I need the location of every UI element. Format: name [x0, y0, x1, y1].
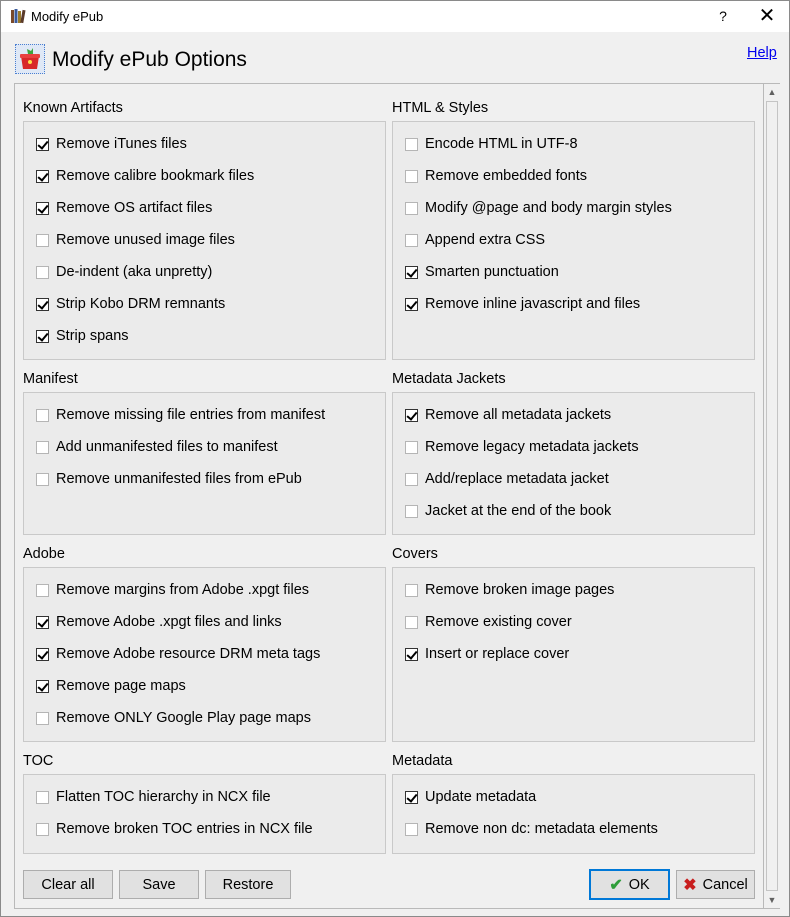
vertical-scrollbar[interactable]	[764, 83, 780, 909]
checkbox-label: Remove existing cover	[425, 614, 572, 630]
checkbox-unchecked[interactable]	[405, 234, 418, 247]
known-artifacts-option-5[interactable]	[36, 296, 225, 312]
checkbox-unchecked[interactable]	[36, 441, 49, 454]
checkbox-label: Modify @page and body margin styles	[425, 200, 672, 216]
manifest-option-0[interactable]	[36, 407, 325, 423]
metadata-jackets-title: Metadata Jackets	[392, 371, 506, 387]
known-artifacts-option-1[interactable]	[36, 168, 254, 184]
checkbox-checked[interactable]	[36, 648, 49, 661]
covers-option-0[interactable]	[405, 582, 614, 598]
metadata-group	[392, 774, 755, 854]
checkbox-checked[interactable]	[405, 266, 418, 279]
ok-label: OK	[628, 876, 650, 893]
adobe-option-1[interactable]	[36, 614, 282, 630]
metadata-title: Metadata	[392, 753, 453, 769]
metadata-jackets-option-1[interactable]	[405, 439, 639, 455]
metadata-jackets-option-3[interactable]	[405, 503, 611, 519]
save-label: Save	[142, 876, 176, 893]
checkbox-label: Update metadata	[425, 789, 537, 805]
close-button[interactable]: ✕	[758, 5, 776, 27]
restore-label: Restore	[222, 876, 274, 893]
metadata-option-0[interactable]	[405, 789, 536, 805]
checkbox-label: Remove margins from Adobe .xpgt files	[56, 582, 310, 598]
checkbox-label: Remove all metadata jackets	[425, 407, 612, 423]
known-artifacts-option-6[interactable]	[36, 328, 129, 344]
checkbox-label: Remove non dc: metadata elements	[425, 821, 658, 837]
cancel-x-icon: ✖	[683, 876, 697, 894]
checkbox-label: Remove legacy metadata jackets	[425, 439, 639, 455]
ok-button[interactable]	[589, 869, 670, 900]
toc-title: TOC	[23, 753, 54, 769]
checkbox-label: Encode HTML in UTF-8	[425, 136, 578, 152]
checkbox-label: Add unmanifested files to manifest	[56, 439, 278, 455]
checkbox-label: Jacket at the end of the book	[425, 503, 612, 519]
checkbox-unchecked[interactable]	[405, 170, 418, 183]
metadata-jackets-option-2[interactable]	[405, 471, 609, 487]
modify-epub-icon	[15, 44, 45, 74]
checkbox-unchecked[interactable]	[36, 409, 49, 422]
save-button[interactable]	[119, 870, 199, 899]
html-styles-option-1[interactable]	[405, 168, 587, 184]
checkbox-unchecked[interactable]	[405, 138, 418, 151]
adobe-option-3[interactable]	[36, 678, 186, 694]
manifest-option-2[interactable]	[36, 471, 302, 487]
checkbox-checked[interactable]	[405, 409, 418, 422]
known-artifacts-title: Known Artifacts	[23, 100, 123, 116]
adobe-option-4[interactable]	[36, 710, 311, 726]
html-styles-option-4[interactable]	[405, 264, 559, 280]
checkbox-checked[interactable]	[36, 202, 49, 215]
html-styles-option-0[interactable]	[405, 136, 578, 152]
checkbox-unchecked[interactable]	[405, 202, 418, 215]
checkbox-checked[interactable]	[36, 170, 49, 183]
checkbox-label: Remove Adobe .xpgt files and links	[56, 614, 282, 630]
html-styles-option-3[interactable]	[405, 232, 545, 248]
adobe-title: Adobe	[23, 546, 65, 562]
checkbox-label: Add/replace metadata jacket	[425, 471, 609, 487]
checkbox-label: Append extra CSS	[425, 232, 546, 248]
checkbox-label: Remove inline javascript and files	[425, 296, 641, 312]
covers-option-2[interactable]	[405, 646, 569, 662]
checkbox-label: Remove iTunes files	[56, 136, 187, 152]
toc-group	[23, 774, 386, 854]
checkbox-checked[interactable]	[36, 616, 49, 629]
metadata-option-1[interactable]	[405, 821, 658, 837]
window-title: Modify ePub	[31, 9, 104, 24]
checkbox-checked[interactable]	[36, 138, 49, 151]
checkbox-unchecked[interactable]	[405, 823, 418, 836]
scroll-up-arrow-icon[interactable]: ▲	[767, 87, 777, 97]
checkbox-label: Remove broken TOC entries in NCX file	[56, 821, 313, 837]
restore-button[interactable]	[205, 870, 291, 899]
cancel-label: Cancel	[702, 876, 748, 893]
page-title: Modify ePub Options	[52, 48, 247, 71]
checkbox-label: De-indent (aka unpretty)	[56, 264, 213, 280]
checkbox-unchecked[interactable]	[36, 473, 49, 486]
help-link[interactable]: Help	[747, 45, 777, 61]
known-artifacts-option-0[interactable]	[36, 136, 187, 152]
checkbox-label: Remove embedded fonts	[425, 168, 588, 184]
context-help-button[interactable]: ?	[719, 8, 727, 24]
checkbox-unchecked[interactable]	[405, 505, 418, 518]
checkbox-label: Insert or replace cover	[425, 646, 570, 662]
checkbox-unchecked[interactable]	[405, 441, 418, 454]
checkbox-checked[interactable]	[36, 330, 49, 343]
checkbox-unchecked[interactable]	[36, 823, 49, 836]
checkbox-label: Remove missing file entries from manifest	[56, 407, 326, 423]
toc-option-1[interactable]	[36, 821, 313, 837]
checkbox-label: Strip Kobo DRM remnants	[56, 296, 226, 312]
checkbox-label: Strip spans	[56, 328, 129, 344]
scroll-thumb[interactable]	[766, 101, 778, 891]
checkmark-icon: ✔	[609, 876, 623, 894]
checkbox-unchecked[interactable]	[36, 791, 49, 804]
checkbox-label: Remove ONLY Google Play page maps	[56, 710, 311, 726]
adobe-option-2[interactable]	[36, 646, 320, 662]
html-styles-title: HTML & Styles	[392, 100, 489, 116]
checkbox-label: Remove broken image pages	[425, 582, 615, 598]
covers-title: Covers	[392, 546, 438, 562]
known-artifacts-option-4[interactable]	[36, 264, 212, 280]
checkbox-unchecked[interactable]	[36, 234, 49, 247]
checkbox-label: Remove calibre bookmark files	[56, 168, 255, 184]
clear-all-button[interactable]	[23, 870, 113, 899]
checkbox-checked[interactable]	[405, 648, 418, 661]
html-styles-option-2[interactable]	[405, 200, 672, 216]
checkbox-label: Smarten punctuation	[425, 264, 559, 280]
checkbox-unchecked[interactable]	[405, 616, 418, 629]
checkbox-checked[interactable]	[405, 298, 418, 311]
known-artifacts-option-2[interactable]	[36, 200, 212, 216]
manifest-title: Manifest	[23, 371, 78, 387]
clear-all-label: Clear all	[41, 876, 95, 893]
checkbox-unchecked[interactable]	[36, 584, 49, 597]
metadata-jackets-option-0[interactable]	[405, 407, 611, 423]
checkbox-checked[interactable]	[36, 680, 49, 693]
title-bar	[1, 1, 789, 32]
scroll-down-arrow-icon[interactable]: ▼	[767, 895, 777, 905]
checkbox-label: Remove OS artifact files	[56, 200, 213, 216]
adobe-option-0[interactable]	[36, 582, 309, 598]
checkbox-unchecked[interactable]	[405, 473, 418, 486]
checkbox-label: Remove unused image files	[56, 232, 235, 248]
cancel-button[interactable]	[676, 870, 755, 899]
checkbox-unchecked[interactable]	[36, 266, 49, 279]
covers-option-1[interactable]	[405, 614, 572, 630]
checkbox-checked[interactable]	[36, 298, 49, 311]
manifest-option-1[interactable]	[36, 439, 278, 455]
checkbox-unchecked[interactable]	[36, 712, 49, 725]
checkbox-unchecked[interactable]	[405, 584, 418, 597]
checkbox-label: Remove page maps	[56, 678, 186, 694]
checkbox-label: Remove unmanifested files from ePub	[56, 471, 302, 487]
html-styles-option-5[interactable]	[405, 296, 640, 312]
toc-option-0[interactable]	[36, 789, 271, 805]
checkbox-label: Flatten TOC hierarchy in NCX file	[56, 789, 271, 805]
calibre-books-icon	[10, 8, 26, 24]
checkbox-checked[interactable]	[405, 791, 418, 804]
known-artifacts-option-3[interactable]	[36, 232, 235, 248]
checkbox-label: Remove Adobe resource DRM meta tags	[56, 646, 321, 662]
